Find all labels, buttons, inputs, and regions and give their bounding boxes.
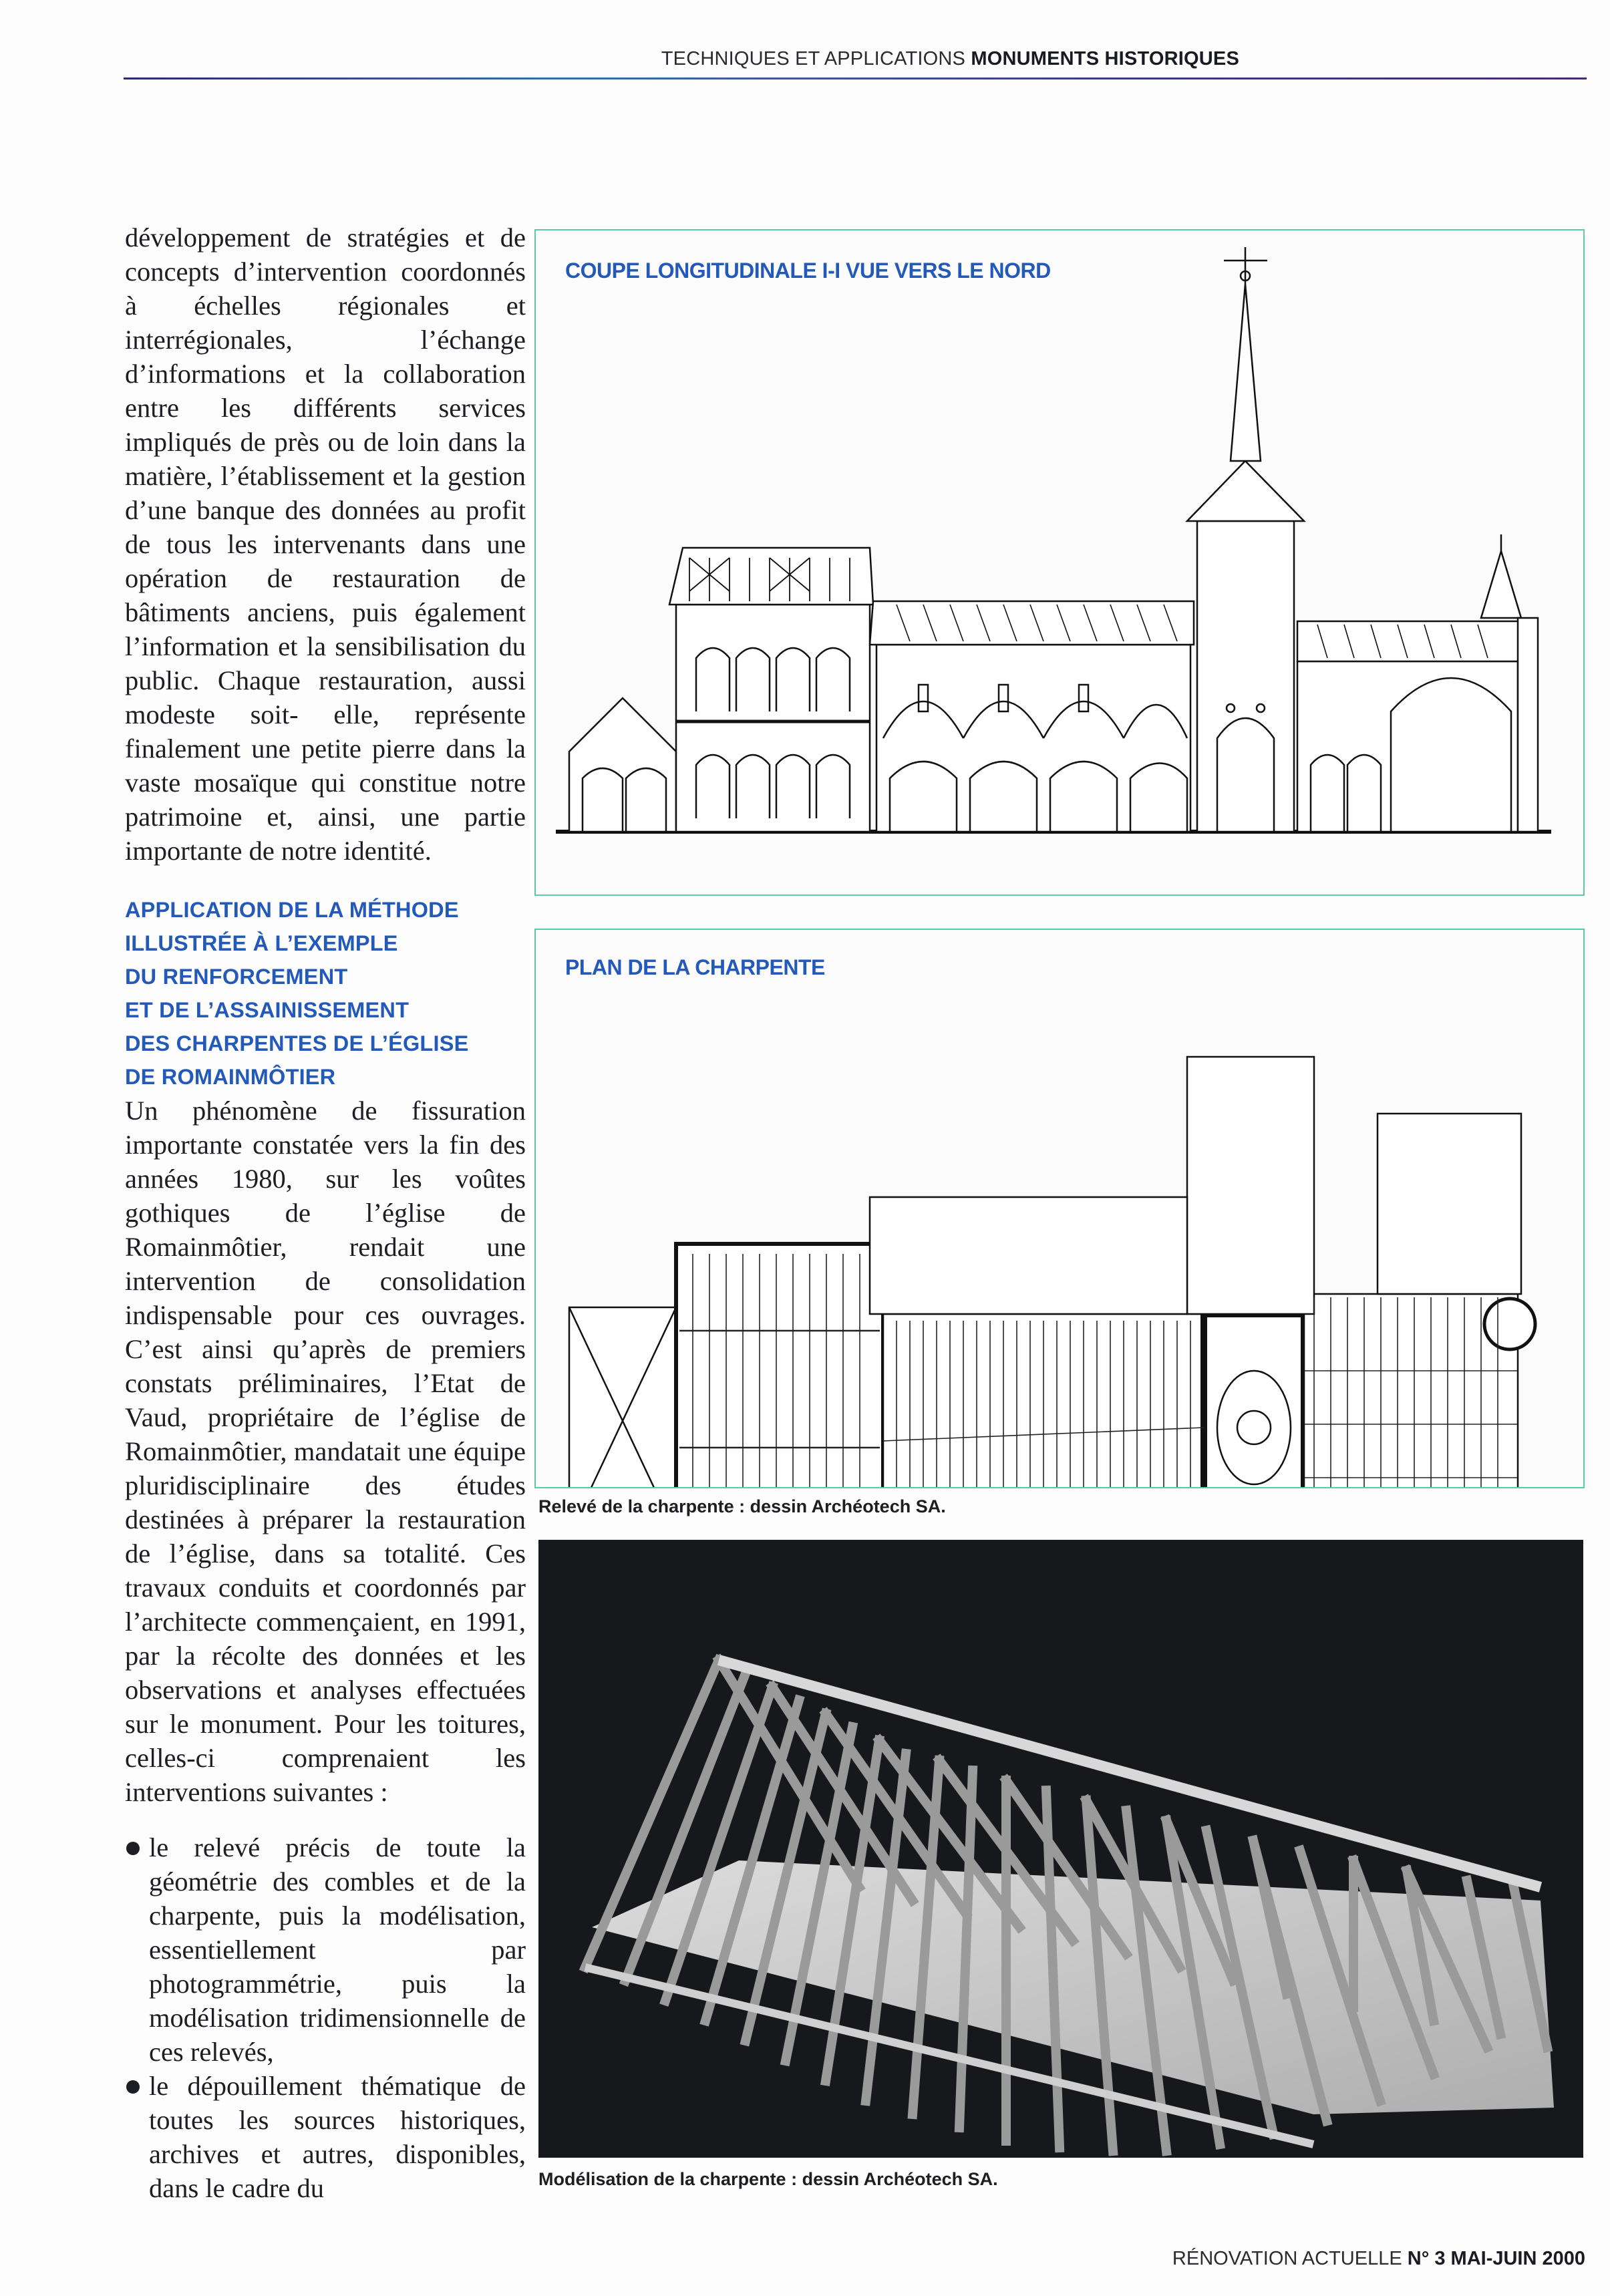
- list-item-text: le relevé précis de toute la géométrie des combles et de la charpente, puis la modélisation, essentiellement par photogrammétrie, puis la modélisation tridimensionnelle de ces relevés,: [149, 1832, 526, 2067]
- roof-plan-drawing: [536, 930, 1583, 1487]
- timber-frame-3d-model: [538, 1540, 1583, 2158]
- main-paragraph: Un phénomène de fissuration importante constatée vers la fin des années 1980, sur les voûtes gothiques de l’église de Romainmôtier, rendait une intervention de consolidation indispensable pour ces ouvrages. C’est ainsi qu’après de premiers constats préliminaires, l’Etat de Vaud, propriétaire de l’église de Romainmôtier, mandatait une équipe pluridisciplinaire des études destinées à préparer la restauration de l’église, dans sa totalité. Ces travaux conduits et coordonnés par l’architecte commençaient, en 1991, par la récolte des données et les observations et analyses effectuées sur le monument. Pour les toitures, celles-ci comprenaient les interventions suivantes :: [125, 1096, 526, 1807]
- article-text-column: [125, 220, 526, 2205]
- subheading-line: DU RENFORCEMENT: [125, 965, 348, 989]
- list-item-text: le dépouillement thématique de toutes les sources historiques, archives et autres, disponibles, dans le cadre du: [149, 2071, 526, 2203]
- list-item: [125, 1830, 526, 2069]
- figure-title: COUPE LONGITUDINALE I-I VUE VERS LE NORD: [565, 259, 1051, 283]
- roof-plan-figure: [534, 929, 1585, 1488]
- header-title: [661, 48, 1239, 70]
- magazine-name: RÉNOVATION ACTUELLE: [1172, 2248, 1402, 2269]
- plan-caption: Relevé de la charpente : dessin Archéotech SA.: [538, 1496, 946, 1516]
- model-caption: Modélisation de la charpente : dessin Archéotech SA.: [538, 2169, 998, 2189]
- subheading-line: DE ROMAINMÔTIER: [125, 1065, 336, 1089]
- bullet-icon: [126, 1842, 140, 1855]
- running-header: [124, 40, 1587, 80]
- subheading-line: DES CHARPENTES DE L’ÉGLISE: [125, 1031, 469, 1055]
- intro-paragraph: développement de stratégies et de concepts d’intervention coordonnés à échelles régionales et interrégionales, l’échange d’informations et la collaboration entre les différents services impliqués de près ou de loin dans la matière, l’établissement et la gestion d’une banque des données au profit de tous les intervenants dans une opération de restauration de bâtiments anciens, puis également l’information et la sensibilisation du public. Chaque restauration, aussi modeste soit- elle, représente finalement une petite pierre dans la vaste mosaïque qui constitue notre patrimoine et, ainsi, une partie importante de notre identité.: [125, 222, 526, 866]
- subheading-line: ET DE L’ASSAINISSEMENT: [125, 998, 410, 1022]
- list-item: [125, 2069, 526, 2205]
- running-footer: [1172, 2248, 1585, 2270]
- bullet-icon: [126, 2080, 140, 2094]
- subheading-line: ILLUSTRÉE À L’EXEMPLE: [125, 931, 398, 955]
- subheading-line: APPLICATION DE LA MÉTHODE: [125, 898, 459, 922]
- header-rule: [124, 77, 1587, 79]
- roof-model-render: [538, 1540, 1583, 2158]
- longitudinal-section-figure: [534, 229, 1585, 896]
- interventions-list: [125, 1830, 526, 2205]
- header-section-label: TECHNIQUES ET APPLICATIONS: [661, 48, 966, 69]
- figure-title: PLAN DE LA CHARPENTE: [565, 955, 825, 979]
- section-subheading: [125, 893, 526, 1094]
- issue-info: N° 3 MAI-JUIN 2000: [1407, 2248, 1585, 2269]
- church-section-drawing: [536, 230, 1583, 894]
- header-section-title: MONUMENTS HISTORIQUES: [971, 48, 1239, 69]
